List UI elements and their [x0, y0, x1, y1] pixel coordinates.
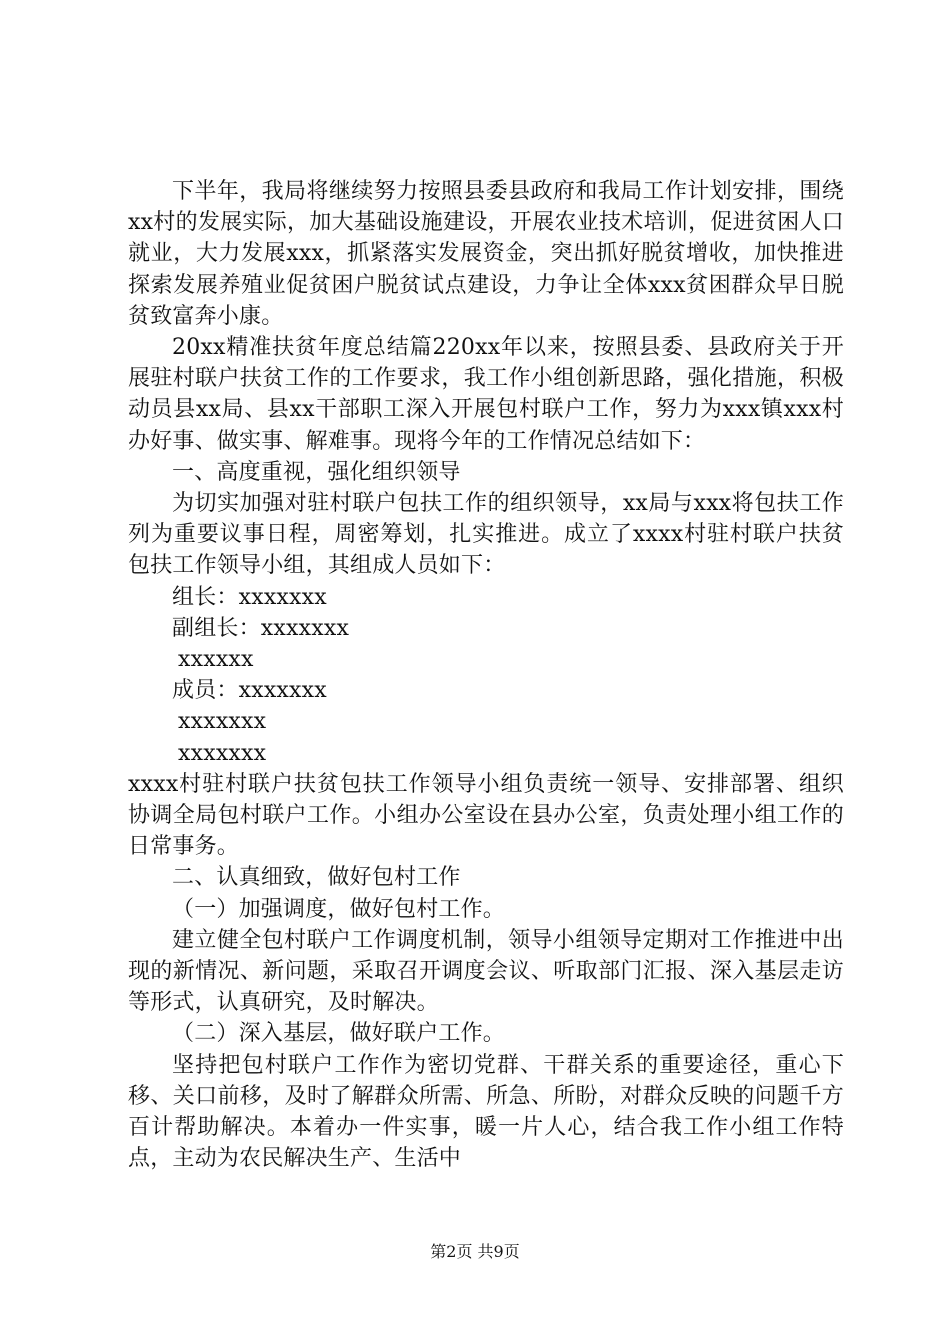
member-deputy-leader: 副组长：xxxxxxx	[172, 615, 350, 641]
paragraph-organization: 为切实加强对驻村联户包扶工作的组织领导，xx局与xxx将包扶工作列为重要议事日程，周密筹划，扎实推进。成立了xxxx村驻村联户扶贫包扶工作领导小组，其组成人员如下：	[128, 491, 844, 579]
paragraph-grassroots: 坚持把包村联户工作作为密切党群、干群关系的重要途径，重心下移、关口前移，及时了解群众所需、所急、所盼，对群众反映的问题千方百计帮助解决。本着办一件实事，暖一片人心，结合我工作小组工作特点，主动为农民解决生产、生活中	[128, 1052, 844, 1172]
member-extra-2: xxxxxxx	[178, 740, 267, 766]
paragraph-dispatch-mechanism: 建立健全包村联户工作调度机制，领导小组领导定期对工作推进中出现的新情况、新问题，采取召开调度会议、听取部门汇报、深入基层走访等形式，认真研究，及时解决。	[128, 927, 844, 1016]
page-footer: 第2页 共9页	[430, 1242, 520, 1261]
member-leader: 组长：xxxxxxx	[172, 584, 327, 610]
section-heading-2: 二、认真细致，做好包村工作	[172, 865, 461, 891]
subsection-heading-1: （一）加强调度，做好包村工作。	[172, 896, 506, 922]
member-extra-1: xxxxxxx	[178, 709, 267, 735]
subsection-heading-2: （二）深入基层，做好联户工作。	[172, 1021, 506, 1047]
paragraph-second-half-plan: 下半年，我局将继续努力按照县委县政府和我局工作计划安排，围绕xx村的发展实际，加大基础设施建设，开展农业技术培训，促进贫困人口就业，大力发展xxx，抓紧落实发展资金，突出抓好脱贫增收，加快推进探索发展养殖业促贫困户脱贫试点建设，力争让全体xxx贫困群众早日脱贫致富奔小康。	[128, 179, 844, 329]
document-body	[128, 176, 844, 1175]
paragraph-group-duties: xxxx村驻村联户扶贫包扶工作领导小组负责统一领导、安排部署、组织协调全局包村联户工作。小组办公室设在县办公室，负责处理小组工作的日常事务。	[128, 771, 844, 860]
member-deputy-extra: xxxxxx	[178, 647, 254, 673]
member-members: 成员：xxxxxxx	[172, 678, 327, 704]
paragraph-summary-intro: 20xx精准扶贫年度总结篇220xx年以来，按照县委、县政府关于开展驻村联户扶贫工作的工作要求，我工作小组创新思路，强化措施，积极动员县xx局、县xx干部职工深入开展包村联户工作，努力为xxx镇xxx村办好事、做实事、解难事。现将今年的工作情况总结如下：	[128, 335, 844, 454]
section-heading-1: 一、高度重视，强化组织领导	[172, 459, 461, 485]
